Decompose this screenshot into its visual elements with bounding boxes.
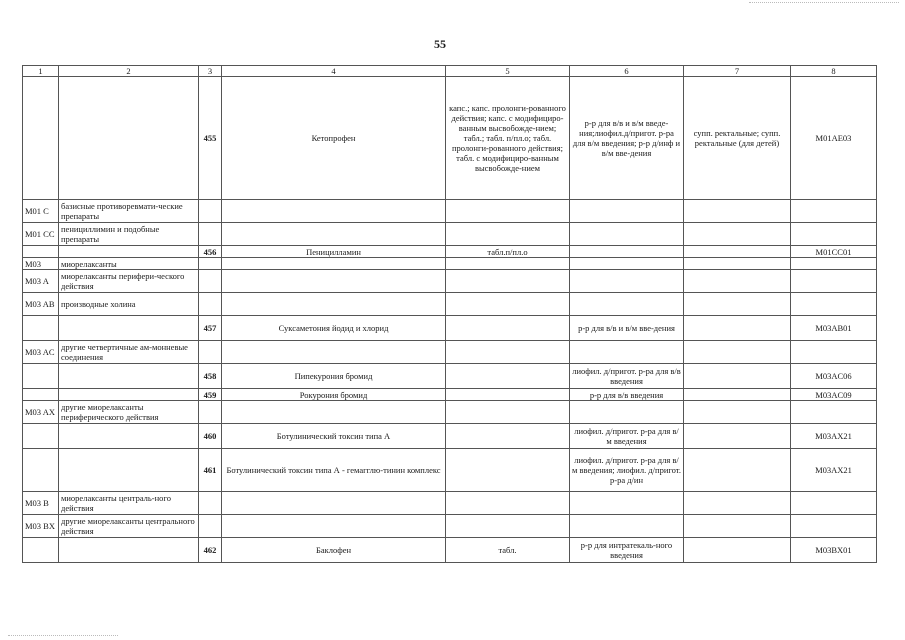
other-forms: супп. ректальные; супп. ректальные (для детей) [684, 77, 791, 200]
injection-forms: лиофил. д/пригот. р-ра для в/м введения; лиофил. д/пригот. р-ра д/ин [570, 449, 684, 492]
drug-number: 456 [199, 246, 222, 258]
group-code-cell [23, 77, 59, 200]
group-description: производные холина [59, 293, 199, 316]
column-header: 5 [446, 66, 570, 77]
drug-table [22, 65, 877, 563]
dosage-forms: капс.; капс. пролонги-рованного действия; капс. с модифициро-ванным высвобожде-нием; табл.; табл. п/пл.о; табл. пролонги-рованного действия; табл. с модифициро-ванным высвобожде-нием [446, 77, 570, 200]
dosage-forms [446, 364, 570, 389]
group-description: миорелаксанты перифери-ческого действия [59, 270, 199, 293]
injection-forms: р-р для интратекаль-ного введения [570, 538, 684, 563]
group-row [23, 223, 877, 246]
atc-code: M01CC01 [791, 246, 877, 258]
injection-forms: р-р для в/в и в/м вве-дения [570, 316, 684, 341]
column-header: 7 [684, 66, 791, 77]
drug-name: Суксаметония йодид и хлорид [222, 316, 446, 341]
drug-row [23, 246, 877, 258]
drug-name: Пеницилламин [222, 246, 446, 258]
drug-name: Ботулинический токсин типа А [222, 424, 446, 449]
column-header: 2 [59, 66, 199, 77]
group-description: другие миорелаксанты центрального действия [59, 515, 199, 538]
injection-forms: р-р для в/в и в/м введе-ния;лиофил.д/пригот. р-ра для в/м введения; р-р д/инф и в/м вве-дения [570, 77, 684, 200]
atc-code: M03AC06 [791, 364, 877, 389]
scan-edge-mark [749, 2, 899, 3]
group-code: M03 BX [23, 515, 59, 538]
dosage-forms [446, 424, 570, 449]
group-description: базисные противоревмати-ческие препараты [59, 200, 199, 223]
group-description: миорелаксанты [59, 258, 199, 270]
drug-name: Ботулинический токсин типа А - гемагглю-тинин комплекс [222, 449, 446, 492]
dosage-forms [446, 449, 570, 492]
group-description: пенициллимин и подобные препараты [59, 223, 199, 246]
column-header: 1 [23, 66, 59, 77]
other-forms [684, 389, 791, 401]
group-desc-cell [59, 77, 199, 200]
group-code: M03 AX [23, 401, 59, 424]
other-forms [684, 538, 791, 563]
group-code: M01 C [23, 200, 59, 223]
column-header: 8 [791, 66, 877, 77]
other-forms [684, 364, 791, 389]
drug-number: 455 [199, 77, 222, 200]
drug-name: Баклофен [222, 538, 446, 563]
other-forms [684, 316, 791, 341]
drug-number: 459 [199, 389, 222, 401]
group-code: M03 A [23, 270, 59, 293]
drug-name: Кетопрофен [222, 77, 446, 200]
column-number-row [23, 66, 877, 77]
atc-code: M03AB01 [791, 316, 877, 341]
atc-code: M01AE03 [791, 77, 877, 200]
drug-row [23, 316, 877, 341]
injection-forms [570, 246, 684, 258]
drug-row [23, 449, 877, 492]
group-row [23, 293, 877, 316]
drug-row [23, 364, 877, 389]
dosage-forms [446, 389, 570, 401]
drug-name: Пипекурония бромид [222, 364, 446, 389]
drug-number: 457 [199, 316, 222, 341]
group-row [23, 492, 877, 515]
atc-code: M03AC09 [791, 389, 877, 401]
dosage-forms: табл.п/пл.о [446, 246, 570, 258]
column-header: 3 [199, 66, 222, 77]
other-forms [684, 424, 791, 449]
group-row [23, 401, 877, 424]
injection-forms: лиофил. д/пригот. р-ра для в/м введения [570, 424, 684, 449]
group-row [23, 341, 877, 364]
group-description: другие четвертичные ам-монневые соединения [59, 341, 199, 364]
drug-row [23, 538, 877, 563]
group-code: M03 B [23, 492, 59, 515]
drug-number: 458 [199, 364, 222, 389]
drug-row [23, 424, 877, 449]
injection-forms: лиофил. д/пригот. р-ра для в/в введения [570, 364, 684, 389]
group-code: M03 AC [23, 341, 59, 364]
group-row [23, 258, 877, 270]
column-header: 4 [222, 66, 446, 77]
dosage-forms: табл. [446, 538, 570, 563]
drug-number: 460 [199, 424, 222, 449]
injection-forms: р-р для в/в введения [570, 389, 684, 401]
atc-code: M03BX01 [791, 538, 877, 563]
other-forms [684, 449, 791, 492]
other-forms [684, 246, 791, 258]
drug-row [23, 389, 877, 401]
group-description: миорелаксанты централь-ного действия [59, 492, 199, 515]
group-description: другие миорелаксанты периферического действия [59, 401, 199, 424]
group-row [23, 515, 877, 538]
drug-row [23, 77, 877, 200]
dosage-forms [446, 316, 570, 341]
page-number: 55 [434, 37, 446, 51]
group-code: M03 [23, 258, 59, 270]
group-code: M03 AB [23, 293, 59, 316]
drug-name: Рокурония бромид [222, 389, 446, 401]
column-header: 6 [570, 66, 684, 77]
drug-number: 461 [199, 449, 222, 492]
group-row [23, 200, 877, 223]
atc-code: M03AX21 [791, 449, 877, 492]
atc-code: M03AX21 [791, 424, 877, 449]
drug-number: 462 [199, 538, 222, 563]
scan-edge-mark [8, 635, 118, 636]
group-row [23, 270, 877, 293]
group-code: M01 CC [23, 223, 59, 246]
